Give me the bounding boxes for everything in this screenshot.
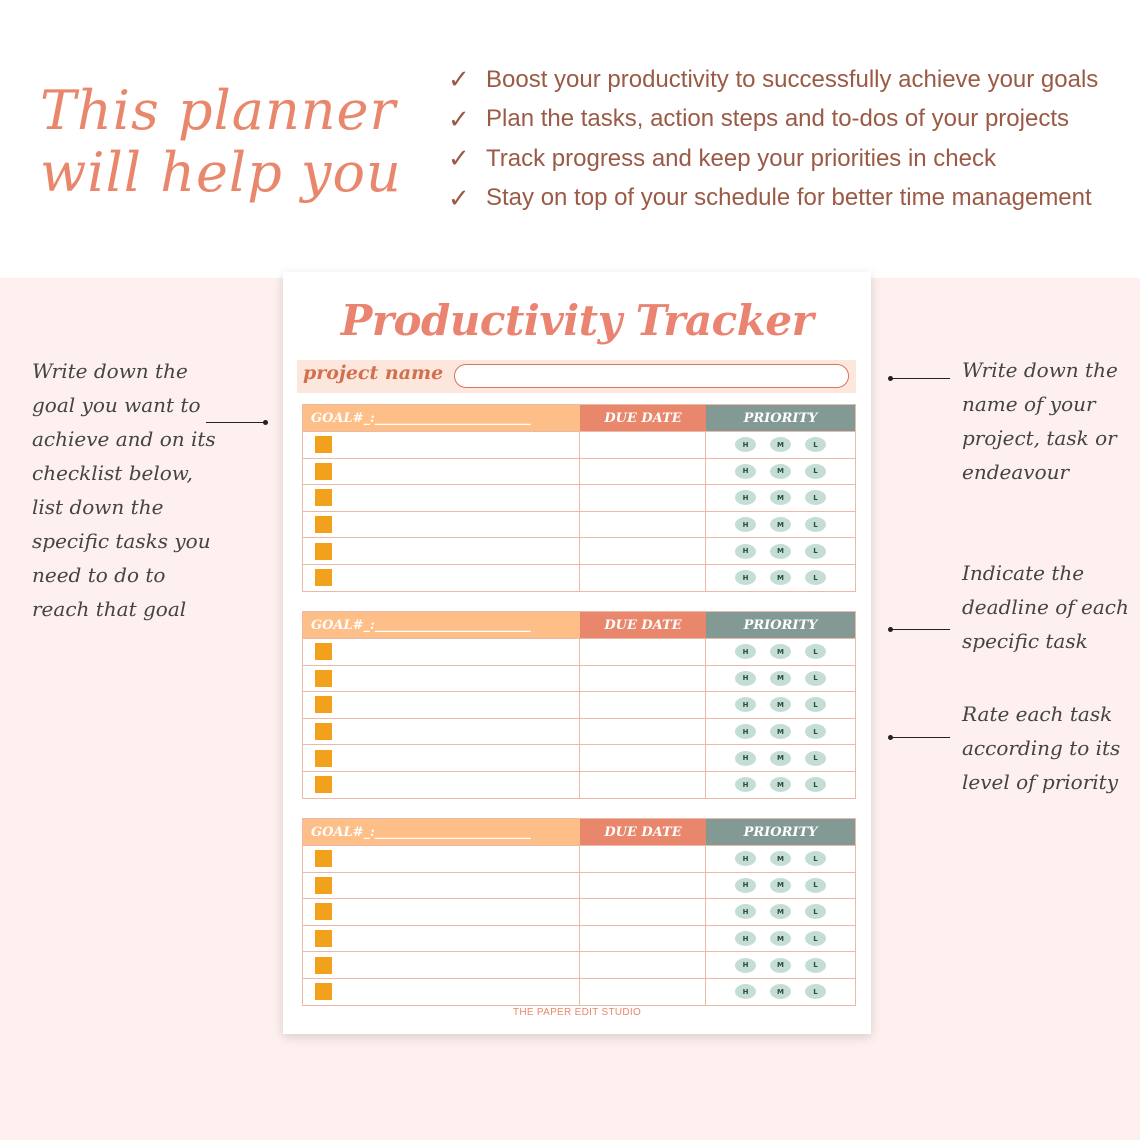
task-checkbox[interactable]	[315, 516, 332, 533]
priority-bubble[interactable]: L	[805, 544, 826, 559]
task-row	[303, 431, 855, 458]
task-row	[303, 718, 855, 745]
priority-bubble[interactable]: L	[805, 570, 826, 585]
task-checkbox[interactable]	[315, 696, 332, 713]
priority-bubble[interactable]: H	[735, 958, 756, 973]
due-date-cell[interactable]	[580, 459, 706, 485]
priority-bubble[interactable]: L	[805, 751, 826, 766]
leader-line-priority	[890, 737, 950, 738]
task-row	[303, 691, 855, 718]
task-cell[interactable]	[303, 979, 580, 1005]
task-cell[interactable]	[303, 899, 580, 925]
priority-bubble[interactable]: M	[770, 544, 791, 559]
goal-label[interactable]: GOAL#_:________________________	[303, 819, 580, 845]
priority-bubble[interactable]: H	[735, 904, 756, 919]
task-checkbox[interactable]	[315, 436, 332, 453]
task-row	[303, 564, 855, 591]
due-date-header: DUE DATE	[580, 405, 706, 431]
priority-bubble[interactable]: H	[735, 570, 756, 585]
task-cell[interactable]	[303, 873, 580, 899]
footer-brand: THE PAPER EDIT STUDIO	[512, 1007, 642, 1018]
priority-cell	[706, 666, 855, 692]
goal-table	[302, 404, 856, 592]
priority-bubble[interactable]: L	[805, 878, 826, 893]
priority-bubble[interactable]: M	[770, 490, 791, 505]
task-cell[interactable]	[303, 692, 580, 718]
priority-cell	[706, 719, 855, 745]
due-date-cell[interactable]	[580, 745, 706, 771]
priority-cell	[706, 873, 855, 899]
benefits-list	[448, 60, 1128, 218]
priority-cell	[706, 512, 855, 538]
priority-bubble[interactable]: M	[770, 697, 791, 712]
due-date-cell[interactable]	[580, 772, 706, 798]
priority-bubble[interactable]: L	[805, 984, 826, 999]
priority-bubble[interactable]: M	[770, 958, 791, 973]
checkmark-icon: ✓	[448, 143, 470, 174]
priority-bubble[interactable]: L	[805, 490, 826, 505]
task-checkbox[interactable]	[315, 877, 332, 894]
priority-bubble[interactable]: M	[770, 777, 791, 792]
priority-bubble[interactable]: H	[735, 878, 756, 893]
benefit-text: Stay on top of your schedule for better time management	[486, 184, 1092, 212]
task-cell[interactable]	[303, 459, 580, 485]
task-checkbox[interactable]	[315, 569, 332, 586]
task-row	[303, 744, 855, 771]
priority-bubble[interactable]: H	[735, 464, 756, 479]
headline-line-2: will help you	[40, 141, 402, 204]
task-cell[interactable]	[303, 485, 580, 511]
priority-bubble[interactable]: M	[770, 671, 791, 686]
priority-bubble[interactable]: H	[735, 517, 756, 532]
note-deadline: Indicate the deadline of each specific task	[962, 561, 1129, 653]
priority-bubble[interactable]: H	[735, 777, 756, 792]
task-row	[303, 925, 855, 952]
task-row	[303, 845, 855, 872]
priority-bubble[interactable]: H	[735, 984, 756, 999]
priority-bubble[interactable]: M	[770, 517, 791, 532]
due-date-header: DUE DATE	[580, 819, 706, 845]
priority-cell	[706, 485, 855, 511]
task-checkbox[interactable]	[315, 930, 332, 947]
due-date-cell[interactable]	[580, 565, 706, 591]
task-checkbox[interactable]	[315, 983, 332, 1000]
due-date-cell[interactable]	[580, 692, 706, 718]
task-row	[303, 898, 855, 925]
task-row	[303, 537, 855, 564]
task-cell[interactable]	[303, 926, 580, 952]
due-date-cell[interactable]	[580, 512, 706, 538]
checkmark-icon: ✓	[448, 182, 470, 213]
task-checkbox[interactable]	[315, 850, 332, 867]
priority-header: PRIORITY	[706, 612, 855, 638]
priority-bubble[interactable]: H	[735, 671, 756, 686]
priority-bubble[interactable]: M	[770, 724, 791, 739]
priority-bubble[interactable]: H	[735, 437, 756, 452]
benefit-text: Track progress and keep your priorities in check	[486, 144, 996, 172]
priority-bubble[interactable]: H	[735, 724, 756, 739]
task-row	[303, 872, 855, 899]
priority-cell	[706, 639, 855, 665]
priority-bubble[interactable]: H	[735, 544, 756, 559]
priority-bubble[interactable]: L	[805, 724, 826, 739]
due-date-cell[interactable]	[580, 538, 706, 564]
priority-bubble[interactable]: L	[805, 697, 826, 712]
goal-label[interactable]: GOAL#_:________________________	[303, 612, 580, 638]
due-date-cell[interactable]	[580, 873, 706, 899]
task-row	[303, 771, 855, 798]
task-cell[interactable]	[303, 639, 580, 665]
priority-bubble[interactable]: H	[735, 697, 756, 712]
task-cell[interactable]	[303, 512, 580, 538]
due-date-cell[interactable]	[580, 926, 706, 952]
priority-cell	[706, 692, 855, 718]
priority-cell	[706, 926, 855, 952]
priority-bubble[interactable]: H	[735, 851, 756, 866]
due-date-cell[interactable]	[580, 979, 706, 1005]
priority-bubble[interactable]: M	[770, 570, 791, 585]
priority-header: PRIORITY	[706, 819, 855, 845]
leader-line-project	[890, 378, 950, 379]
task-cell[interactable]	[303, 846, 580, 872]
task-row	[303, 978, 855, 1005]
due-date-header: DUE DATE	[580, 612, 706, 638]
priority-cell	[706, 538, 855, 564]
benefit-item	[448, 139, 1128, 179]
priority-cell	[706, 432, 855, 458]
due-date-cell[interactable]	[580, 846, 706, 872]
priority-bubble[interactable]: M	[770, 904, 791, 919]
priority-bubble[interactable]: M	[770, 984, 791, 999]
task-row	[303, 484, 855, 511]
priority-bubble[interactable]: L	[805, 464, 826, 479]
task-checkbox[interactable]	[315, 643, 332, 660]
task-cell[interactable]	[303, 745, 580, 771]
leader-line-deadline	[890, 629, 950, 630]
leader-line-goal	[206, 422, 266, 423]
task-cell[interactable]	[303, 952, 580, 978]
task-row	[303, 638, 855, 665]
task-row	[303, 665, 855, 692]
priority-cell	[706, 745, 855, 771]
priority-bubble[interactable]: M	[770, 878, 791, 893]
priority-bubble[interactable]: L	[805, 437, 826, 452]
task-cell[interactable]	[303, 719, 580, 745]
note-priority: Rate each task according to its level of priority	[962, 702, 1121, 794]
priority-bubble[interactable]: L	[805, 777, 826, 792]
task-row	[303, 458, 855, 485]
priority-bubble[interactable]: M	[770, 931, 791, 946]
task-checkbox[interactable]	[315, 776, 332, 793]
priority-bubble[interactable]: H	[735, 931, 756, 946]
priority-bubble[interactable]: L	[805, 931, 826, 946]
note-project: Write down the name of your project, task or endeavour	[962, 358, 1118, 484]
checkmark-icon: ✓	[448, 103, 470, 134]
due-date-cell[interactable]	[580, 666, 706, 692]
due-date-cell[interactable]	[580, 899, 706, 925]
priority-bubble[interactable]: M	[770, 644, 791, 659]
checkmark-icon: ✓	[448, 64, 470, 95]
goal-label[interactable]: GOAL#_:________________________	[303, 405, 580, 431]
sheet-title: Productivity Tracker	[340, 296, 814, 345]
goal-table	[302, 818, 856, 1006]
priority-cell	[706, 459, 855, 485]
priority-cell	[706, 899, 855, 925]
priority-cell	[706, 979, 855, 1005]
benefit-item	[448, 60, 1128, 100]
task-checkbox[interactable]	[315, 903, 332, 920]
task-row	[303, 511, 855, 538]
due-date-cell[interactable]	[580, 719, 706, 745]
task-cell[interactable]	[303, 432, 580, 458]
priority-bubble[interactable]: M	[770, 464, 791, 479]
priority-bubble[interactable]: L	[805, 517, 826, 532]
task-checkbox[interactable]	[315, 957, 332, 974]
priority-cell	[706, 772, 855, 798]
priority-bubble[interactable]: L	[805, 851, 826, 866]
goal-table-header	[303, 612, 855, 638]
note-goal: Write down the goal you want to achieve and on its checklist below, list down the specific tasks you need to do to reach that goal	[32, 359, 216, 621]
priority-bubble[interactable]: L	[805, 958, 826, 973]
priority-bubble[interactable]: L	[805, 671, 826, 686]
due-date-cell[interactable]	[580, 432, 706, 458]
task-checkbox[interactable]	[315, 543, 332, 560]
headline-line-1: This planner	[40, 79, 397, 142]
priority-header: PRIORITY	[706, 405, 855, 431]
task-row	[303, 951, 855, 978]
priority-bubble[interactable]: H	[735, 490, 756, 505]
priority-bubble[interactable]: L	[805, 904, 826, 919]
benefit-item	[448, 100, 1128, 140]
priority-bubble[interactable]: M	[770, 751, 791, 766]
priority-bubble[interactable]: H	[735, 644, 756, 659]
task-checkbox[interactable]	[315, 723, 332, 740]
task-cell[interactable]	[303, 666, 580, 692]
priority-bubble[interactable]: L	[805, 644, 826, 659]
goal-table-header	[303, 819, 855, 845]
priority-bubble[interactable]: M	[770, 437, 791, 452]
benefit-item	[448, 179, 1128, 219]
goal-table-header	[303, 405, 855, 431]
priority-bubble[interactable]: M	[770, 851, 791, 866]
priority-bubble[interactable]: H	[735, 751, 756, 766]
goal-table	[302, 611, 856, 799]
task-cell[interactable]	[303, 772, 580, 798]
priority-cell	[706, 846, 855, 872]
project-name-label: project name	[303, 362, 444, 384]
benefit-text: Boost your productivity to successfully achieve your goals	[486, 65, 1099, 93]
benefit-text: Plan the tasks, action steps and to-dos of your projects	[486, 105, 1069, 133]
project-name-field[interactable]	[454, 364, 849, 388]
priority-cell	[706, 952, 855, 978]
priority-cell	[706, 565, 855, 591]
headline	[40, 80, 430, 204]
task-checkbox[interactable]	[315, 670, 332, 687]
task-cell[interactable]	[303, 538, 580, 564]
task-checkbox[interactable]	[315, 489, 332, 506]
task-checkbox[interactable]	[315, 463, 332, 480]
due-date-cell[interactable]	[580, 485, 706, 511]
due-date-cell[interactable]	[580, 639, 706, 665]
due-date-cell[interactable]	[580, 952, 706, 978]
task-checkbox[interactable]	[315, 750, 332, 767]
task-cell[interactable]	[303, 565, 580, 591]
